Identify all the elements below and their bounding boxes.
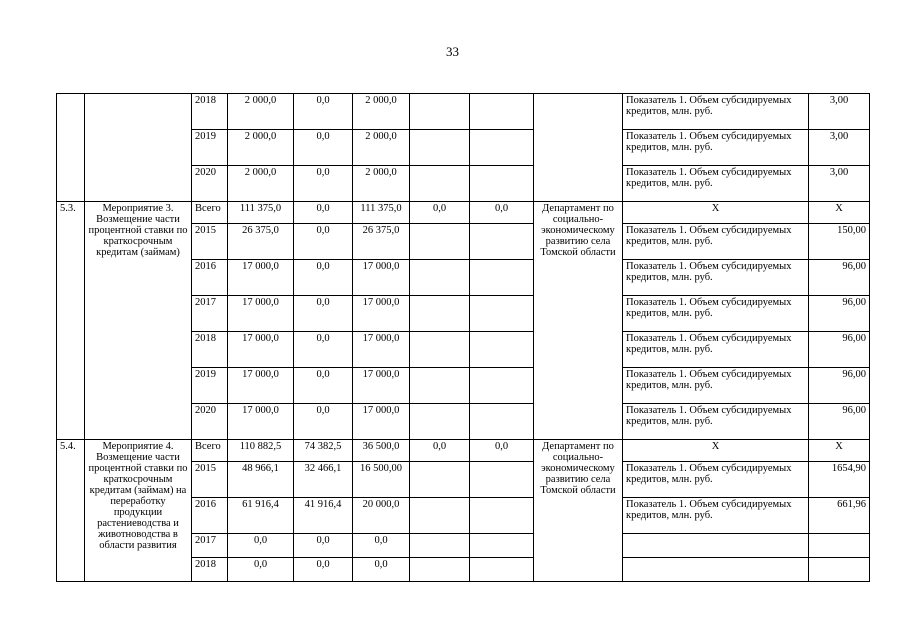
extra-cell [470,260,534,296]
reg-cell: 20 000,0 [353,498,410,534]
local-cell [410,296,470,332]
total-cell: 17 000,0 [228,296,294,332]
extra-cell [470,462,534,498]
total-cell: 2 000,0 [228,94,294,130]
local-cell [410,534,470,558]
number-cell [57,94,85,202]
year-cell: 2016 [192,498,228,534]
total-cell: 2 000,0 [228,166,294,202]
extra-cell [470,296,534,332]
indicator-cell: Показатель 1. Объем субсидируемых кредитов, млн. руб. [623,260,809,296]
table-row [57,202,870,224]
program-table [56,93,870,582]
value-cell: 3,00 [809,94,870,130]
fed-cell: 0,0 [294,296,353,332]
executor-cell: Департамент по социально-экономическому развитию села Томской области [534,202,623,440]
reg-cell: 17 000,0 [353,260,410,296]
local-cell [410,166,470,202]
fed-cell: 41 916,4 [294,498,353,534]
local-cell [410,404,470,440]
year-cell: 2017 [192,534,228,558]
reg-cell: 36 500,0 [353,440,410,462]
value-cell: 1654,90 [809,462,870,498]
total-cell: 0,0 [228,534,294,558]
reg-cell: 0,0 [353,558,410,582]
year-cell: 2020 [192,166,228,202]
value-cell: X [809,202,870,224]
value-cell: 3,00 [809,130,870,166]
section-name: Мероприятие 3. Возмещение части процентной ставки по краткосрочным кредитам (займам) [85,202,192,440]
fed-cell: 0,0 [294,166,353,202]
value-cell: 661,96 [809,498,870,534]
extra-cell: 0,0 [470,440,534,462]
indicator-cell: Показатель 1. Объем субсидируемых кредитов, млн. руб. [623,224,809,260]
year-cell: 2018 [192,94,228,130]
extra-cell [470,224,534,260]
reg-cell: 17 000,0 [353,404,410,440]
indicator-cell: Показатель 1. Объем субсидируемых кредитов, млн. руб. [623,296,809,332]
year-cell: 2018 [192,332,228,368]
value-cell: 150,00 [809,224,870,260]
reg-cell: 16 500,00 [353,462,410,498]
extra-cell [470,404,534,440]
reg-cell: 2 000,0 [353,130,410,166]
year-cell: 2017 [192,296,228,332]
fed-cell: 0,0 [294,534,353,558]
year-cell: 2019 [192,368,228,404]
name-cell [85,94,192,202]
fed-cell: 0,0 [294,202,353,224]
executor-cell: Департамент по социально-экономическому развитию села Томской области [534,440,623,582]
indicator-cell: Показатель 1. Объем субсидируемых кредитов, млн. руб. [623,404,809,440]
section-number: 5.3. [57,202,85,440]
table-body [57,94,870,582]
indicator-cell: Показатель 1. Объем субсидируемых кредитов, млн. руб. [623,332,809,368]
indicator-cell: Показатель 1. Объем субсидируемых кредитов, млн. руб. [623,130,809,166]
year-cell: 2020 [192,404,228,440]
indicator-cell: Показатель 1. Объем субсидируемых кредитов, млн. руб. [623,166,809,202]
local-cell [410,332,470,368]
local-cell [410,224,470,260]
value-cell: X [809,440,870,462]
total-cell: 0,0 [228,558,294,582]
total-cell: 17 000,0 [228,260,294,296]
value-cell: 96,00 [809,260,870,296]
value-cell [809,558,870,582]
local-cell [410,130,470,166]
total-cell: 26 375,0 [228,224,294,260]
total-cell: 17 000,0 [228,368,294,404]
table-row [57,440,870,462]
year-cell: Всего [192,440,228,462]
fed-cell: 0,0 [294,260,353,296]
local-cell [410,558,470,582]
local-cell [410,368,470,404]
reg-cell: 17 000,0 [353,332,410,368]
year-cell: 2015 [192,462,228,498]
fed-cell: 32 466,1 [294,462,353,498]
value-cell: 96,00 [809,404,870,440]
local-cell: 0,0 [410,440,470,462]
extra-cell: 0,0 [470,202,534,224]
local-cell [410,462,470,498]
indicator-cell: Показатель 1. Объем субсидируемых кредитов, млн. руб. [623,498,809,534]
value-cell: 96,00 [809,332,870,368]
total-cell: 61 916,4 [228,498,294,534]
extra-cell [470,558,534,582]
value-cell [809,534,870,558]
page-number: 33 [446,44,459,59]
fed-cell: 0,0 [294,558,353,582]
fed-cell: 0,0 [294,94,353,130]
indicator-cell: X [623,440,809,462]
total-cell: 48 966,1 [228,462,294,498]
indicator-cell: Показатель 1. Объем субсидируемых кредитов, млн. руб. [623,94,809,130]
local-cell [410,94,470,130]
fed-cell: 0,0 [294,368,353,404]
extra-cell [470,498,534,534]
reg-cell: 26 375,0 [353,224,410,260]
value-cell: 96,00 [809,296,870,332]
fed-cell: 0,0 [294,332,353,368]
year-cell: 2016 [192,260,228,296]
local-cell: 0,0 [410,202,470,224]
table-row [57,94,870,130]
value-cell: 96,00 [809,368,870,404]
reg-cell: 17 000,0 [353,368,410,404]
indicator-cell [623,558,809,582]
year-cell: 2019 [192,130,228,166]
extra-cell [470,368,534,404]
executor-cell [534,94,623,202]
total-cell: 111 375,0 [228,202,294,224]
indicator-cell: Показатель 1. Объем субсидируемых кредитов, млн. руб. [623,368,809,404]
local-cell [410,260,470,296]
value-cell: 3,00 [809,166,870,202]
year-cell: Всего [192,202,228,224]
fed-cell: 0,0 [294,404,353,440]
extra-cell [470,130,534,166]
total-cell: 17 000,0 [228,404,294,440]
reg-cell: 2 000,0 [353,94,410,130]
indicator-cell: X [623,202,809,224]
fed-cell: 0,0 [294,130,353,166]
reg-cell: 0,0 [353,534,410,558]
fed-cell: 0,0 [294,224,353,260]
section-name: Мероприятие 4. Возмещение части процентной ставки по краткосрочным кредитам (займам) на переработку продукции растениеводства и животноводства в области развития [85,440,192,582]
local-cell [410,498,470,534]
reg-cell: 2 000,0 [353,166,410,202]
extra-cell [470,166,534,202]
total-cell: 2 000,0 [228,130,294,166]
section-number: 5.4. [57,440,85,582]
extra-cell [470,534,534,558]
reg-cell: 17 000,0 [353,296,410,332]
extra-cell [470,94,534,130]
total-cell: 17 000,0 [228,332,294,368]
extra-cell [470,332,534,368]
indicator-cell: Показатель 1. Объем субсидируемых кредитов, млн. руб. [623,462,809,498]
total-cell: 110 882,5 [228,440,294,462]
year-cell: 2015 [192,224,228,260]
indicator-cell [623,534,809,558]
reg-cell: 111 375,0 [353,202,410,224]
year-cell: 2018 [192,558,228,582]
fed-cell: 74 382,5 [294,440,353,462]
